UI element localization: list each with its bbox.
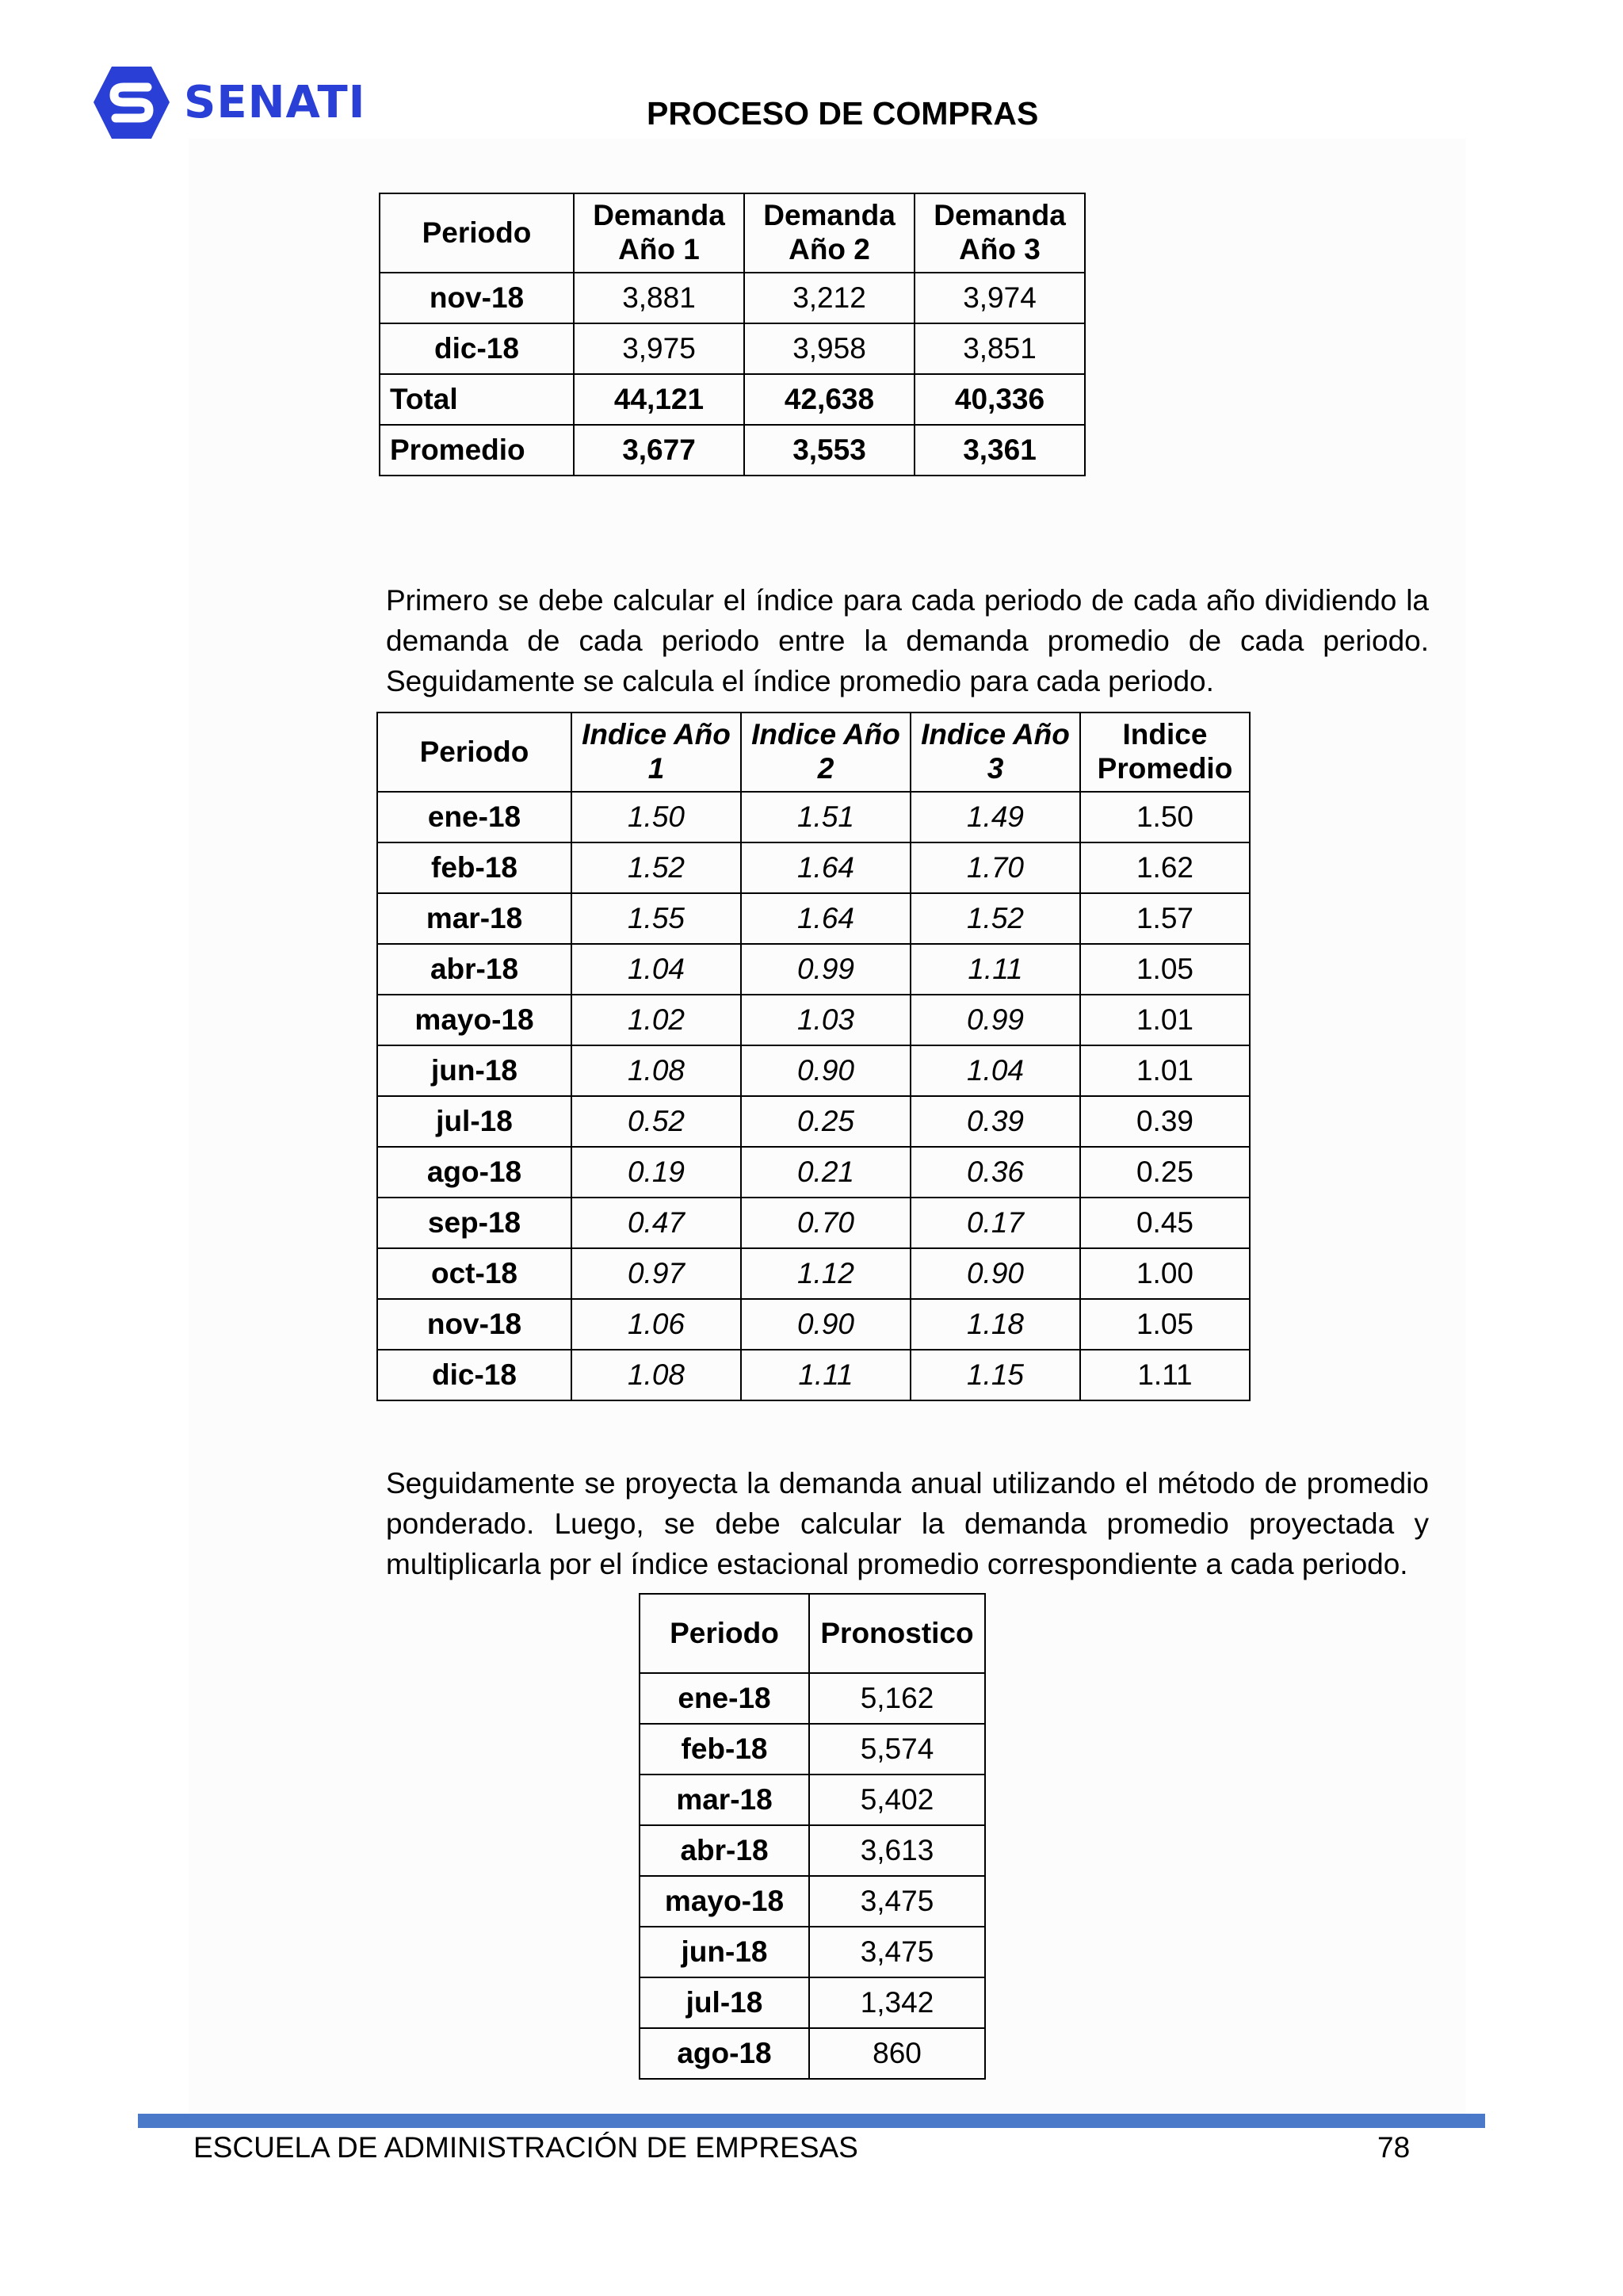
demand-table <box>379 193 1086 476</box>
indice-ano-3-cell: 0.17 <box>911 1198 1080 1248</box>
logo-wordmark: SENATI <box>184 77 366 128</box>
indice-ano-3-cell: 1.11 <box>911 944 1080 995</box>
indice-ano-2-cell: 0.70 <box>741 1198 911 1248</box>
indice-ano-2-cell: 0.25 <box>741 1096 911 1147</box>
table-row-promedio <box>380 425 1085 476</box>
table-row <box>640 1724 985 1775</box>
period-cell: ago-18 <box>377 1147 571 1198</box>
header-indice-ano-2: Indice Año 2 <box>741 712 911 792</box>
indice-ano-2-cell: 1.03 <box>741 995 911 1045</box>
header-demanda-ano-2: Demanda Año 2 <box>744 193 915 273</box>
indice-ano-2-cell: 1.64 <box>741 842 911 893</box>
indice-ano-2-cell: 1.51 <box>741 792 911 842</box>
header-periodo: Periodo <box>640 1594 809 1673</box>
period-cell: jun-18 <box>640 1927 809 1977</box>
indice-promedio-cell: 1.11 <box>1080 1350 1250 1400</box>
header-periodo: Periodo <box>380 193 574 273</box>
indice-ano-3-cell: 1.52 <box>911 893 1080 944</box>
index-table <box>376 712 1251 1401</box>
period-cell: feb-18 <box>377 842 571 893</box>
header-demanda-ano-3: Demanda Año 3 <box>915 193 1085 273</box>
indice-ano-3-cell: 1.04 <box>911 1045 1080 1096</box>
pronostico-cell: 1,342 <box>809 1977 985 2028</box>
pronostico-cell: 860 <box>809 2028 985 2079</box>
pronostico-cell: 3,613 <box>809 1825 985 1876</box>
period-cell: jul-18 <box>640 1977 809 2028</box>
table-row <box>377 1198 1250 1248</box>
period-cell: jun-18 <box>377 1045 571 1096</box>
indice-ano-3-cell: 0.36 <box>911 1147 1080 1198</box>
indice-ano-2-cell: 1.64 <box>741 893 911 944</box>
table-row <box>377 842 1250 893</box>
table-row <box>640 1876 985 1927</box>
forecast-table <box>639 1593 986 2080</box>
senati-hexagon-icon <box>92 65 171 140</box>
period-cell: mar-18 <box>377 893 571 944</box>
value-cell: 3,851 <box>915 323 1085 374</box>
table-row-total <box>380 374 1085 425</box>
table-row <box>377 893 1250 944</box>
indice-ano-2-cell: 1.11 <box>741 1350 911 1400</box>
period-cell: dic-18 <box>377 1350 571 1400</box>
period-cell: oct-18 <box>377 1248 571 1299</box>
value-cell: 3,975 <box>574 323 744 374</box>
indice-promedio-cell: 1.05 <box>1080 1299 1250 1350</box>
indice-promedio-cell: 1.62 <box>1080 842 1250 893</box>
footer-school-name: ESCUELA DE ADMINISTRACIÓN DE EMPRESAS <box>193 2131 858 2164</box>
header-indice-promedio: Indice Promedio <box>1080 712 1250 792</box>
value-cell: 3,881 <box>574 273 744 323</box>
table-row <box>640 2028 985 2079</box>
indice-ano-1-cell: 0.97 <box>571 1248 741 1299</box>
period-cell: sep-18 <box>377 1198 571 1248</box>
indice-ano-1-cell: 1.02 <box>571 995 741 1045</box>
period-cell: mayo-18 <box>640 1876 809 1927</box>
indice-ano-1-cell: 1.04 <box>571 944 741 995</box>
pronostico-cell: 5,574 <box>809 1724 985 1775</box>
indice-promedio-cell: 1.05 <box>1080 944 1250 995</box>
indice-promedio-cell: 1.00 <box>1080 1248 1250 1299</box>
table-row <box>640 1673 985 1724</box>
footer-bar <box>138 2114 1485 2128</box>
indice-ano-1-cell: 1.06 <box>571 1299 741 1350</box>
period-cell: jul-18 <box>377 1096 571 1147</box>
indice-promedio-cell: 0.25 <box>1080 1147 1250 1198</box>
indice-promedio-cell: 1.01 <box>1080 995 1250 1045</box>
page-title: PROCESO DE COMPRAS <box>647 95 1039 132</box>
table-row <box>377 995 1250 1045</box>
promedio-cell: 3,553 <box>744 425 915 476</box>
period-cell: ene-18 <box>640 1673 809 1724</box>
period-cell: nov-18 <box>380 273 574 323</box>
total-label: Total <box>380 374 574 425</box>
indice-ano-1-cell: 1.08 <box>571 1045 741 1096</box>
indice-ano-1-cell: 0.52 <box>571 1096 741 1147</box>
page-number: 78 <box>1377 2131 1411 2164</box>
promedio-cell: 3,361 <box>915 425 1085 476</box>
period-cell: nov-18 <box>377 1299 571 1350</box>
period-cell: mar-18 <box>640 1775 809 1825</box>
period-cell: mayo-18 <box>377 995 571 1045</box>
indice-ano-1-cell: 0.47 <box>571 1198 741 1248</box>
pronostico-cell: 3,475 <box>809 1927 985 1977</box>
value-cell: 3,958 <box>744 323 915 374</box>
indice-ano-1-cell: 1.52 <box>571 842 741 893</box>
total-cell: 42,638 <box>744 374 915 425</box>
table-row <box>377 1096 1250 1147</box>
table-row <box>640 1775 985 1825</box>
table-row <box>380 323 1085 374</box>
table-row <box>377 1147 1250 1198</box>
indice-promedio-cell: 1.57 <box>1080 893 1250 944</box>
period-cell: abr-18 <box>377 944 571 995</box>
pronostico-cell: 3,475 <box>809 1876 985 1927</box>
pronostico-cell: 5,402 <box>809 1775 985 1825</box>
period-cell: ene-18 <box>377 792 571 842</box>
indice-ano-3-cell: 1.15 <box>911 1350 1080 1400</box>
indice-ano-2-cell: 0.90 <box>741 1045 911 1096</box>
indice-ano-3-cell: 0.99 <box>911 995 1080 1045</box>
period-cell: abr-18 <box>640 1825 809 1876</box>
header-indice-ano-1: Indice Año 1 <box>571 712 741 792</box>
indice-ano-3-cell: 0.39 <box>911 1096 1080 1147</box>
header-demanda-ano-1: Demanda Año 1 <box>574 193 744 273</box>
senati-logo <box>92 65 365 140</box>
pronostico-cell: 5,162 <box>809 1673 985 1724</box>
table-row <box>640 1825 985 1876</box>
table-row <box>377 1299 1250 1350</box>
indice-ano-3-cell: 1.49 <box>911 792 1080 842</box>
indice-promedio-cell: 0.39 <box>1080 1096 1250 1147</box>
header-pronostico: Pronostico <box>809 1594 985 1673</box>
period-cell: feb-18 <box>640 1724 809 1775</box>
promedio-label: Promedio <box>380 425 574 476</box>
indice-ano-2-cell: 0.90 <box>741 1299 911 1350</box>
total-cell: 40,336 <box>915 374 1085 425</box>
promedio-cell: 3,677 <box>574 425 744 476</box>
paragraph-indice-explanation: Primero se debe calcular el índice para cada periodo de cada año dividiendo la demanda de cada periodo entre la demanda promedio de cada periodo. Seguidamente se calcula el índice promedio para cada periodo. <box>386 584 1429 697</box>
indice-ano-3-cell: 0.90 <box>911 1248 1080 1299</box>
table-row <box>377 944 1250 995</box>
table-row <box>377 1045 1250 1096</box>
indice-ano-1-cell: 1.08 <box>571 1350 741 1400</box>
indice-ano-1-cell: 1.50 <box>571 792 741 842</box>
indice-ano-2-cell: 1.12 <box>741 1248 911 1299</box>
total-cell: 44,121 <box>574 374 744 425</box>
value-cell: 3,974 <box>915 273 1085 323</box>
value-cell: 3,212 <box>744 273 915 323</box>
indice-promedio-cell: 1.01 <box>1080 1045 1250 1096</box>
indice-ano-2-cell: 0.21 <box>741 1147 911 1198</box>
indice-promedio-cell: 0.45 <box>1080 1198 1250 1248</box>
paragraph-proyeccion-explanation: Seguidamente se proyecta la demanda anual utilizando el método de promedio ponderado. Luego, se debe calcular la demanda promedio proyectada y multiplicarla por el índice estacional promedio correspondiente a cada periodo. <box>386 1467 1429 1580</box>
table-row <box>377 1350 1250 1400</box>
table-row <box>377 1248 1250 1299</box>
table-row <box>640 1927 985 1977</box>
indice-ano-3-cell: 1.70 <box>911 842 1080 893</box>
table-row <box>640 1977 985 2028</box>
table-row <box>380 273 1085 323</box>
indice-ano-1-cell: 1.55 <box>571 893 741 944</box>
table-row <box>377 792 1250 842</box>
indice-ano-2-cell: 0.99 <box>741 944 911 995</box>
indice-ano-1-cell: 0.19 <box>571 1147 741 1198</box>
period-cell: dic-18 <box>380 323 574 374</box>
header-periodo: Periodo <box>377 712 571 792</box>
indice-ano-3-cell: 1.18 <box>911 1299 1080 1350</box>
period-cell: ago-18 <box>640 2028 809 2079</box>
header-indice-ano-3: Indice Año 3 <box>911 712 1080 792</box>
indice-promedio-cell: 1.50 <box>1080 792 1250 842</box>
